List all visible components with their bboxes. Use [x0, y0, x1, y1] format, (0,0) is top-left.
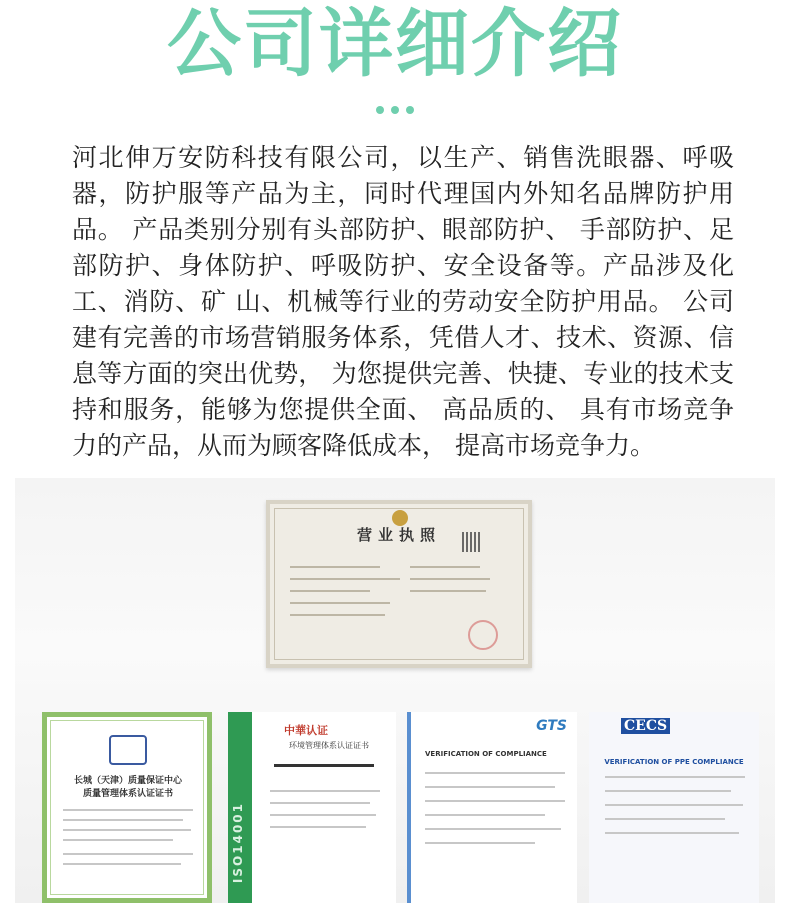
great-wall-certificate-title: 长城（天津）质量保证中心 质量管理体系认证证书 [73, 776, 182, 799]
cecs-certificate [589, 712, 759, 903]
certificate-text-line [605, 818, 725, 820]
china-quality-logo: 中華认证 [284, 724, 328, 737]
cecs-logo: CECS [621, 718, 670, 734]
certificate-text-line [605, 832, 739, 834]
certificate-text-line [63, 863, 181, 865]
dot [406, 106, 414, 114]
certificate-text-line [63, 809, 193, 811]
certificate-text-line [63, 829, 191, 831]
dot [391, 106, 399, 114]
certificate-text-line [63, 819, 183, 821]
gts-certificate [407, 712, 577, 903]
certificate-text-line [425, 772, 565, 774]
cecs-heading: VERIFICATION OF PPE COMPLIANCE [604, 758, 744, 766]
certificate-side-band [228, 712, 252, 903]
certificate-text-line [605, 790, 731, 792]
certificate-text-line [425, 786, 555, 788]
certificate-text-line [425, 842, 535, 844]
license-line [290, 614, 385, 616]
certificate-text-line [425, 828, 561, 830]
china-quality-subtitle: 环境管理体系认证证书 [289, 741, 369, 750]
license-line [290, 602, 390, 604]
certificate-text-line [605, 776, 745, 778]
page-title: 公司详细介绍 [167, 1, 623, 87]
dot [376, 106, 384, 114]
certificate-text-line [605, 804, 743, 806]
certificate-text-line [425, 814, 545, 816]
license-line [290, 590, 370, 592]
china-quality-certificate [228, 712, 396, 903]
certificate-text-line [425, 800, 565, 802]
certificate-text-line [274, 764, 374, 767]
license-line [410, 590, 486, 592]
certificate-text-line [270, 802, 370, 804]
certificate-text-line [270, 826, 366, 828]
gts-logo: GTS [536, 718, 567, 734]
license-line [410, 578, 490, 580]
certificate-text-line [270, 814, 376, 816]
license-line [290, 566, 380, 568]
certificate-text-line [63, 839, 173, 841]
certificate-text-line [63, 853, 193, 855]
iso-band-text: ISO14001 [231, 802, 245, 884]
qr-code-icon [462, 532, 482, 552]
business-license-image [266, 500, 532, 668]
decorative-dots [0, 106, 790, 114]
license-line [410, 566, 480, 568]
gts-heading: VERIFICATION OF COMPLIANCE [425, 750, 547, 758]
license-title: 营业执照 [356, 526, 441, 544]
company-intro-text: 河北伸万安防科技有限公司，以生产、销售洗眼器、呼吸器，防护服等产品为主，同时代理国内外知名品牌防护用品。 产品类别分别有头部防护、眼部防护、 手部防护、足部防护、身体防护、呼吸防护、安全设备等。产品涉及化工、消防、矿 山、机械等行业的劳动安全防护用品。 公司建有完善的市场营销服务体系，凭借人才、技术、资源、信息等方面的突出优势， 为您提供完善、快捷、专业的技术支持和服务，能够为您提供全面、 高品质的、 具有市场竞争力的产品，从而为顾客降低成本， 提高市场竞争力。 [72, 143, 734, 460]
certificate-text-line [270, 790, 380, 792]
great-wall-logo-icon [109, 735, 147, 765]
official-seal-icon [468, 620, 498, 650]
great-wall-certificate [42, 712, 212, 903]
license-line [290, 578, 400, 580]
